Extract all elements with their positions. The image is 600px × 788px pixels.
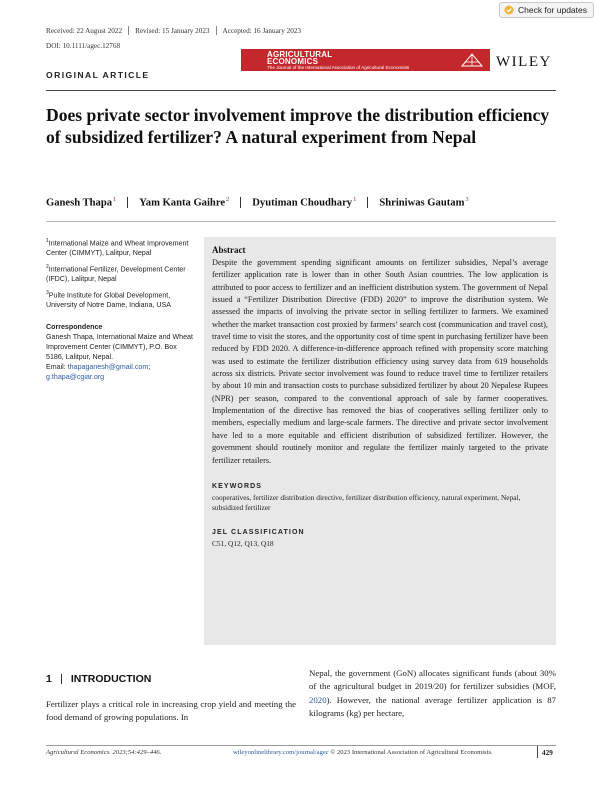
email-link[interactable]: g.thapa@cgiar.org (46, 373, 105, 382)
divider (127, 197, 128, 208)
section-title: INTRODUCTION (70, 673, 152, 685)
received-date: Received: 22 August 2022 (46, 26, 123, 35)
keywords-heading: KEYWORDS (212, 482, 263, 490)
section-number: 1 (46, 673, 52, 685)
divider (46, 221, 556, 222)
email-link[interactable]: thapaganesh@gmail.com (67, 363, 149, 372)
author-list (46, 196, 469, 209)
divider (61, 674, 62, 684)
check-updates-icon (504, 5, 514, 15)
check-updates-label: Check for updates (518, 5, 587, 15)
article-type: ORIGINAL ARTICLE (46, 70, 150, 80)
affiliation: $^1$International Maize and Wheat Improvement Center (CIMMYT), Lalitpur, Nepal (46, 238, 189, 258)
section-heading (46, 673, 151, 685)
correspondence-heading: Correspondence (46, 323, 103, 332)
affiliation: $^3$Pulte Institute for Global Development, University of Notre Dame, Indiana, USA (46, 289, 171, 310)
divider (537, 746, 538, 758)
citation-link[interactable]: 2020 (309, 694, 327, 705)
divider (240, 197, 241, 208)
abstract-box (204, 237, 556, 645)
doi[interactable]: DOI: 10.1111/agec.12768 (46, 42, 121, 50)
footer-citation: Agricultural Economics. 2023;54:429–446. (46, 749, 162, 756)
publisher-logo: WILEY (496, 54, 552, 70)
keywords: cooperatives, fertilizer distribution directive, fertilizer distribution efficiency, natural experiment, Nepal, subsidized fertilizer (212, 492, 521, 512)
author-name[interactable]: Ganesh Thapa$^1$ (46, 196, 117, 209)
body-text-column-2: Nepal, the government (GoN) allocates significant funds (about 30% of the agricultural budget in 2019/20) for fertilizer subsidies (MOF, 2020). However, the national average fertilizer application is 87 kilograms (kg) per hectare, (309, 668, 556, 719)
jel-heading: JEL CLASSIFICATION (212, 528, 305, 536)
author-name[interactable]: Dyutiman Choudhary$^1$ (252, 196, 357, 209)
correspondence-email: Email: thapaganesh@gmail.com; g.thapa@cgiar.org (46, 363, 151, 382)
divider (128, 26, 129, 35)
divider (46, 745, 556, 746)
author-name[interactable]: Shriniwas Gautam$^3$ (379, 196, 469, 209)
footer-copyright: wileyonlinelibrary.com/journal/agec © 2023 International Association of Agricultural Economists. (233, 749, 493, 756)
divider (46, 90, 556, 91)
affiliation: $^2$International Fertilizer, Development Center (IFDC), Lalitpur, Nepal (46, 263, 186, 284)
abstract-heading: Abstract (212, 245, 246, 255)
article-title: Does private sector involvement improve the distribution efficiency of subsidized fertilizer? A natural experiment from Nepal (46, 105, 550, 147)
journal-name-line1: AGRICULTURAL (267, 50, 333, 59)
divider (367, 197, 368, 208)
body-text-column-1: Fertilizer plays a critical role in increasing crop yield and meeting the food demand of growing populations. In (46, 699, 296, 723)
journal-name-line2: ECONOMICS (267, 57, 319, 66)
iaae-logo-icon (460, 52, 484, 68)
journal-banner[interactable] (241, 49, 490, 71)
abstract-text: Despite the government spending significant amounts on fertilizer subsidies, Nepal’s average fertilizer application rate is lower than in other South Asian countries. The low application is attributed to poor access to fertilizer and an inefficient distribution system. The government of Nepal issued a “Fertilizer Distribution Directive (FDD) 2020” to improve the distribution system. We assessed the impacts of involving the private sector in selling fertilizer to farmers. We examined whether the market transaction cost proxied by farmers’ search cost (communication and travel cost), travel time to visit the stores, and the opportunity cost of time spent in purchasing fertilizer have been reduced by FDD 2020. A difference-in-difference approach refined with propensity score matching was used to estimate the fertilizer distribution efficiency using survey data from 619 households across six districts. Private sector involvement was found to reduce travel time to fertilizer retailers by about 10 min and transaction costs to purchase subsidized fertilizer by about 20 Nepalese Rupees (NPR) per season, compared to the conventional approach of sale by farmer cooperatives. Implementation of the directive has removed the bias of cooperatives selling fertilizer only to members, especially medium and large-scale farmers. The directive and private sector involvement have led to a more equitable and efficient distribution of subsidized fertilizer. However, the government should routinely monitor and regulate the fertilizer mainly targeted to the private fertilizer retailers. (212, 258, 548, 465)
revised-date: Revised: 15 January 2023 (135, 26, 210, 35)
journal-url-link[interactable]: wileyonlinelibrary.com/journal/agec (233, 749, 329, 756)
check-for-updates-button[interactable] (499, 2, 594, 18)
jel-codes: C51, Q12, Q13, Q18 (212, 538, 274, 548)
journal-subtitle: The Journal of the International Association of Agricultural Economists (267, 64, 410, 70)
article-history (46, 26, 301, 35)
page-number: 429 (542, 749, 553, 757)
accepted-date: Accepted: 16 January 2023 (222, 26, 301, 35)
affiliations-column (46, 236, 194, 382)
divider (216, 26, 217, 35)
author-name[interactable]: Yam Kanta Gaihre$^2$ (139, 196, 230, 209)
correspondence-address: Ganesh Thapa, International Maize and Wheat Improvement Center (CIMMYT), P.O. Box 5186, Lalitpur, Nepal. (46, 333, 193, 362)
